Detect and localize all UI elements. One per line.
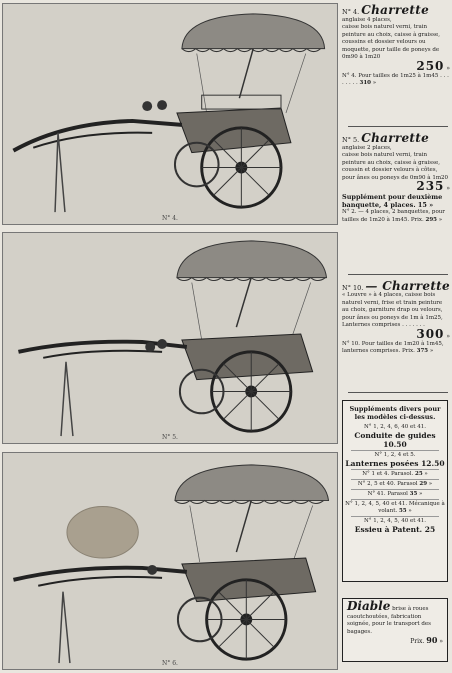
plate-number: N° 6. (162, 660, 178, 667)
item-subtitle: anglaise 4 places, (342, 17, 392, 23)
option-value: Conduite de guides 10.50 (354, 431, 436, 449)
diable-box: Diable brise à roues caoutchoutées, fabrication soignée, pour le transport des bagages. Prix. 90 » (342, 598, 448, 662)
item-number: N° 5. (342, 136, 360, 144)
option-label: N° 41. Parasol (367, 491, 408, 497)
item-charrette-5: N° 5. Charrette $^{anglaise 2 places,}$ caisse bois naturel verni, train peinture au choix, caisse à graisse, coussin et dossier velours à côtes, pour ânes ou poneys de 0m90 à 1m20 235 » Supplément pour deuxième banquette, 4 places. 15 » N° 2. — 4 places, 2 banquettes, pour tailles de 1m20 à 1m45. Prix. 295 » (342, 131, 450, 223)
item-extra-line: N° 2. — 4 places, 2 banquettes, pour tailles de 1m20 à 1m45. Prix. (342, 209, 445, 223)
diable-name: Diable (347, 599, 391, 613)
option-value: Essieu à Patent. 25 (354, 525, 436, 534)
diable-price: 90 (426, 635, 438, 645)
supplement-label: Supplément pour deuxième banquette, 4 places. (342, 193, 443, 209)
item-description: caisse bois naturel verni, train peinture au choix, caisse à graisse, coussins et dossier velours ou moquette, pour taille de poneys de 0m90 à 1m20 (342, 24, 440, 60)
item-number: N° 4. (342, 8, 360, 16)
item-name: — Charrette (365, 279, 450, 293)
option-label: N° 1, 2, 4, 5, 40 et 41. Mécanique à volant. (345, 501, 445, 514)
item-extra-line: N° 10. Pour tailles de 1m20 à 1m45, lanternes comprises. Prix. (342, 340, 444, 354)
item-extra-price: 295 (425, 216, 437, 223)
divider (348, 274, 448, 275)
item-charrette-10: N° 10. — Charrette « Louvre » à 4 places, caisse bois naturel verni, frise et train peinture au choix, garniture drap ou velours, pour ânes ou poneys de 1m à 1m25, Lanternes comprises . . . . . . . 300 » N° 10. Pour tailles de 1m20 à 1m45, lanternes comprises. Prix. 375 » (342, 279, 450, 354)
item-price: 235 (416, 179, 445, 193)
option-value: 29 (419, 481, 428, 487)
options-box: Suppléments divers pour les modèles ci-dessus. N° 1, 2, 4, 6, 40 et 41. Conduite de guides 10.50 N° 1, 2, 4 et 5. Lanternes posées 12.50 N° 1 et 4. Parasol. 25 » N° 2, 5 et 40. Parasol 29 » N° 41. Parasol 35 » N° 1, 2, 4, 5, 40 et 41. Mécanique à volant. 55 » N° 1, 2, 4, 5, 40 et 41. Essieu à Patent. 25 (342, 400, 448, 582)
option-value: 55 (398, 508, 407, 514)
plate-1-photo (2, 3, 338, 225)
option-label: N° 1 et 4. Parasol. (362, 471, 414, 477)
item-number: N° 10. (342, 284, 364, 292)
supplement-price: 15 (417, 201, 427, 209)
item-description: caisse bois naturel verni, frise et train peinture au choix, garniture drap ou velours, pour ânes ou poneys de 1m à 1m25, Lanternes comprises . . . . . . . (342, 292, 443, 328)
charrette-illustration (3, 233, 337, 443)
item-subtitle: « Louvre » à 4 places, (342, 292, 404, 298)
item-name: Charrette (361, 131, 430, 145)
item-charrette-4: N° 4. Charrette $^{anglaise 4 places,}$ caisse bois naturel verni, train peinture au choix, caisse à graisse, coussins et dossier velours ou moquette, pour taille de poneys de 0m90 à 1m20 250 » N° 4. Pour tailles de 1m25 à 1m45 . . . . . . . . 310 » (342, 3, 450, 86)
item-price: 300 (416, 326, 445, 341)
divider (348, 126, 448, 127)
option-value: 25 (415, 471, 423, 477)
charrette-illustration (3, 453, 337, 669)
item-extra-price: 375 (416, 348, 429, 354)
option-label: N° 1, 2, 4, 5, 40 et 41. (363, 518, 426, 524)
option-value: 35 (409, 491, 418, 497)
item-price: 250 (416, 58, 445, 73)
divider (348, 392, 448, 393)
charrette-illustration (3, 4, 337, 224)
option-label: N° 1, 2, 4 et 5. (374, 452, 416, 458)
option-label: N° 2, 5 et 40. Parasol (357, 481, 418, 487)
plate-number: N° 4. (162, 215, 178, 222)
item-extra-line: N° 4. Pour tailles de 1m25 à 1m45 . . . . . . . . (342, 72, 449, 86)
option-label: N° 1, 2, 4, 6, 40 et 41. (363, 424, 426, 430)
diable-description: brise à roues caoutchoutées, fabrication soignée, pour le transport des bagages. (347, 606, 431, 635)
options-title: Suppléments divers pour les modèles ci-dessus. (349, 405, 441, 421)
item-description: caisse bois naturel verni, train peinture au choix, caisse à graisse, coussin et dossier velours à côtes, pour ânes ou poneys de 0m90 à 1m20 (342, 152, 449, 181)
diable-price-label: Prix. (410, 638, 425, 645)
catalog-column (342, 0, 450, 673)
option-value: Lanternes posées 12.50 (345, 459, 445, 468)
item-name: Charrette (361, 3, 430, 17)
item-extra-price: 310 (359, 80, 371, 86)
plate-3-photo (2, 452, 338, 670)
item-subtitle: anglaise 2 places, (342, 145, 392, 151)
plate-2-photo (2, 232, 338, 444)
plate-number: N° 5. (162, 434, 178, 441)
